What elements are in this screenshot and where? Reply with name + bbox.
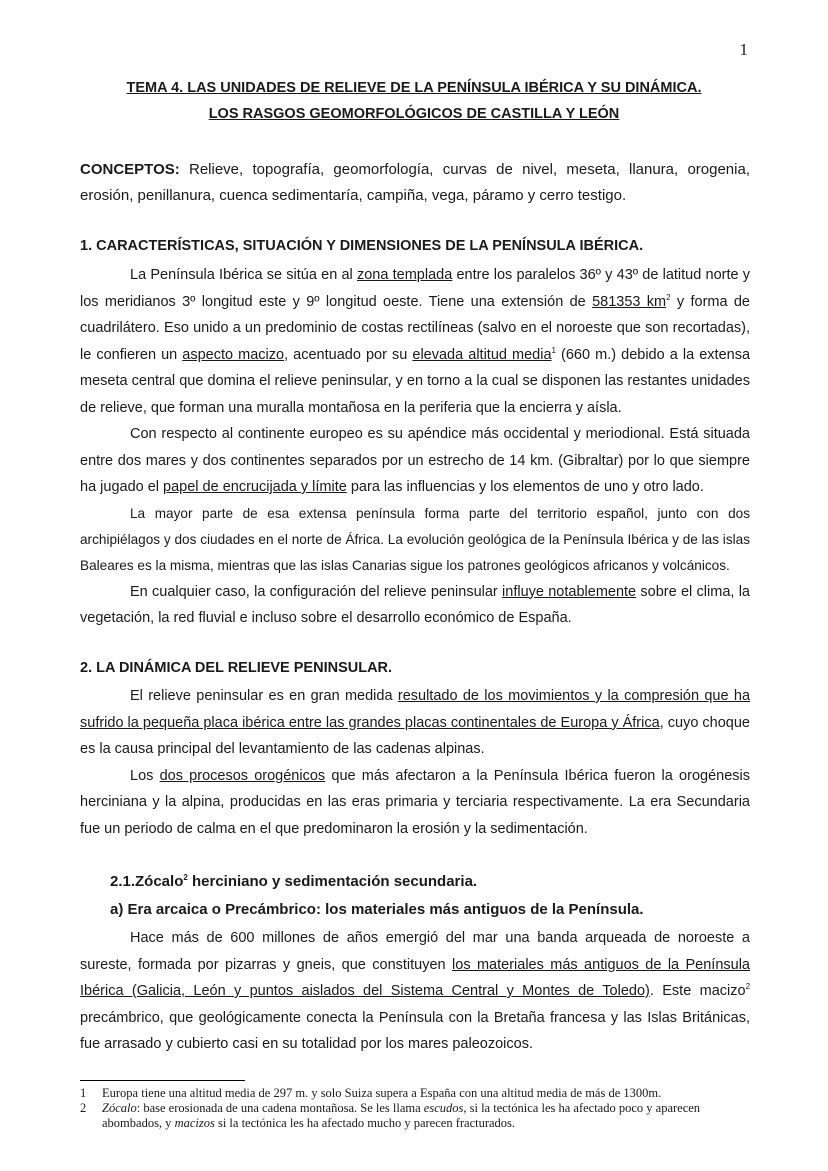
section-2-1-heading: 2.1.Zócalo$^2$ herciniano y sedimentación secundaria. [110, 873, 478, 890]
section-2-paragraph-1: El relieve peninsular es en gran medida resultado de los movimientos y la compresión que ha sufrido la pequeña placa ibérica entre las grandes placas continentales de Europa y África, cuyo choque es la causa principal del levantamiento de las cadenas alpinas. [80, 688, 751, 757]
section-2-paragraph-2: Los dos procesos orogénicos que más afectaron a la Península Ibérica fueron la orogénesis herciniana y la alpina, producidas en las eras primaria y terciaria respectivamente. La era Secundaria fue un periodo de calma en el que predominaron la erosión y la sedimentación. [80, 767, 750, 837]
section-2-heading: 2. LA DINÁMICA DEL RELIEVE PENINSULAR. [80, 660, 393, 676]
conceptos-label: CONCEPTOS: [80, 161, 180, 178]
section-2-body [80, 683, 750, 842]
footnote-rule [80, 1080, 245, 1081]
conceptos-paragraph [80, 157, 750, 209]
section-1-paragraph-3: La mayor parte de esa extensa península forma parte del territorio español, junto con dos archipiélagos y dos ciudades en el norte de África. La evolución geológica de la Península Ibérica y de las islas Baleares es la misma, mientras que las islas Canarias sigue los patrones geológicos africanos y volcánicos. [80, 505, 750, 573]
footnote-1: 1 Europa tiene una altitud media de 297 m. y solo Suiza supera a España con una altitud media de más de 1300m. [80, 1086, 662, 1100]
footnote-2: 2 Zócalo: base erosionada de una cadena montañosa. Se les llama escudos, si la tectónica les ha afectado poco y aparecen abombados, y macizos si la tectónica les ha afectado mucho y parecen fracturados. [80, 1101, 701, 1130]
page-number: 1 [739, 40, 748, 59]
section-1-paragraph-2: Con respecto al continente europeo es su apéndice más occidental y meriodional. Está situada entre dos mares y dos continentes separados por un estrecho de 14 km. (Gibraltar) por lo que siempre ha jugado el papel de encrucijada y límite para las influencias y los elementos de uno y otro lado. [80, 426, 750, 495]
section-2-1-body [80, 925, 750, 1058]
section-2-1-paragraph-1: Hace más de 600 millones de años emergió del mar una banda arqueada de noroeste a sureste, formada por pizarras y gneis, que constituyen los materiales más antiguos de la Península Ibérica (Galicia, León y puntos aislados del Sistema Central y Montes de Toledo). Este macizo$^2$ precámbrico, que geológicamente conecta la Península con la Bretaña francesa y las Islas Británicas, fue arrasado y cubierto casi en su totalidad por los mares paleozoicos. [80, 930, 751, 1052]
section-1-paragraph-1: La Península Ibérica se sitúa en al zona templada entre los paralelos 36º y 43º de latitud norte y los meridianos 3º longitud este y 9º longitud oeste. Tiene una extensión de 581353 $km^2$ y forma de cuadrilátero. Eso unido a un predominio de costas rectilíneas (salvo en el noroeste que son recortadas), le confieren un aspecto macizo, acentuado por su elevada altitud media$^1$ (660 m.) debido a la extensa meseta central que domina el relieve peninsular, y en torno a la cual se disponen las restantes unidades de relieve, que forman una muralla montañosa en la periferia que la encierra y aísla. [80, 267, 751, 416]
document-title-line-2: LOS RASGOS GEOMORFOLÓGICOS DE CASTILLA Y LEÓN [208, 106, 620, 122]
section-1-body [80, 262, 750, 632]
section-1-heading: 1. CARACTERÍSTICAS, SITUACIÓN Y DIMENSIONES DE LA PENÍNSULA IBÉRICA. [80, 238, 644, 254]
subsection-a-heading: a) Era arcaica o Precámbrico: los materiales más antiguos de la Península. [110, 901, 644, 918]
section-1-paragraph-4: En cualquier caso, la configuración del relieve peninsular influye notablemente sobre el clima, la vegetación, la red fluvial e incluso sobre el desarrollo económico de España. [80, 583, 750, 626]
conceptos-text: Relieve, topografía, geomorfología, curvas de nivel, meseta, llanura, orogenia, erosión, penillanura, cuenca sedimentaría, campiña, vega, páramo y cerro testigo. [80, 161, 750, 204]
document-title-line-1: TEMA 4. LAS UNIDADES DE RELIEVE DE LA PENÍNSULA IBÉRICA Y SU DINÁMICA. [126, 80, 702, 96]
footnotes [80, 1086, 750, 1131]
